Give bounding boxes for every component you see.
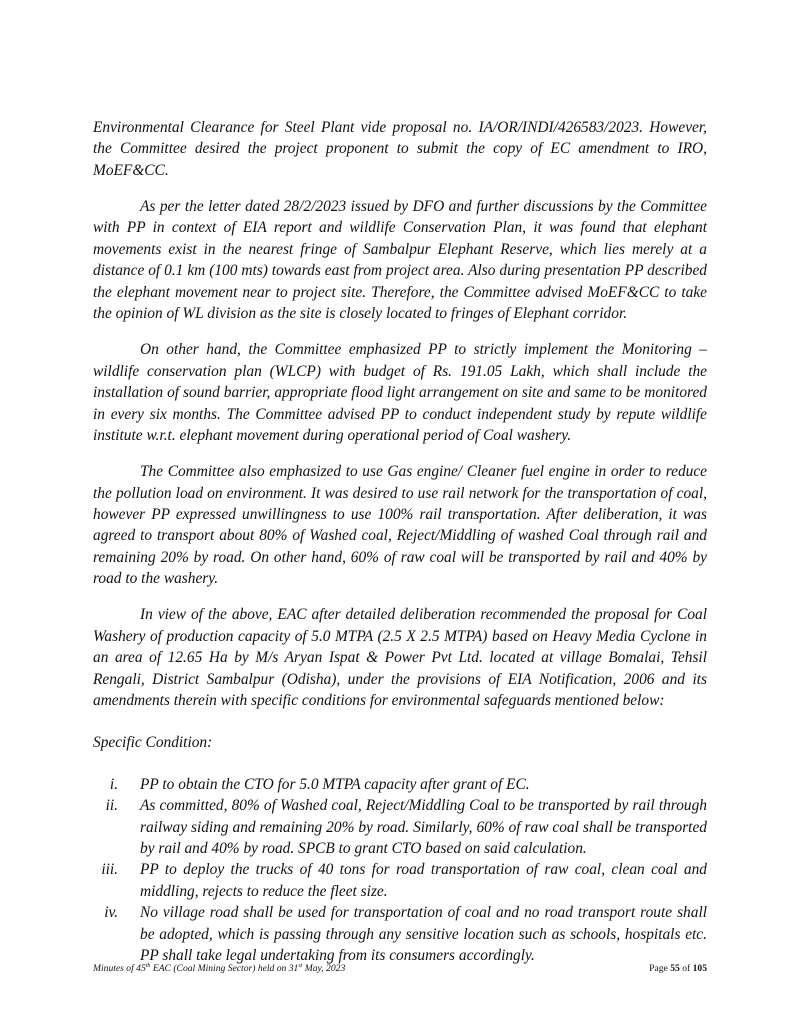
- page-total: 105: [692, 963, 707, 974]
- paragraph-transportation: The Committee also emphasized to use Gas engine/ Cleaner fuel engine in order to reduce the pollution load on environment. It was desired to use rail network for the transportation of coal, however PP expressed unwillingness to use 100% rail transportation. After deliberation, it was agreed to transport about 80% of Washed coal, Reject/Middling of washed Coal through rail and remaining 20% by road. On other hand, 60% of raw coal will be transported by rail and 40% by road to the washery.: [93, 463, 707, 588]
- footer-sup: st: [298, 963, 303, 969]
- condition-text: PP to deploy the trucks of 40 tons for road transportation of raw coal, clean coal and middling, rejects to reduce the fleet size.: [140, 861, 707, 900]
- conditions-list: [93, 774, 707, 967]
- condition-number: i.: [109, 775, 118, 793]
- specific-condition-heading: Specific Condition:: [93, 733, 213, 751]
- document-body: [93, 117, 707, 967]
- paragraph-ec-amendment: Environmental Clearance for Steel Plant vide proposal no. IA/OR/INDI/426583/2023. However, the Committee desired the project proponent to submit the copy of EC amendment to IRO, MoEF&CC.: [93, 119, 707, 179]
- condition-number: iv.: [104, 904, 118, 922]
- footer-minutes-title: [93, 963, 345, 974]
- page-footer: [93, 963, 707, 974]
- condition-item: [93, 795, 707, 859]
- condition-number: ii.: [105, 797, 118, 815]
- condition-text: PP to obtain the CTO for 5.0 MTPA capacity after grant of EC.: [140, 775, 530, 793]
- page-current: 55: [670, 963, 680, 974]
- paragraph-wlcp: On other hand, the Committee emphasized PP to strictly implement the Monitoring – wildlife conservation plan (WLCP) with budget of Rs. 191.05 Lakh, which shall include the installation of sound barrier, appropriate flood light arrangement on site and same to be monitored in every six months. The Committee advised PP to conduct independent study by repute wildlife institute w.r.t. elephant movement during operational period of Coal washery.: [93, 341, 707, 445]
- footer-text: May, 2023: [302, 963, 346, 975]
- condition-item: [93, 859, 707, 902]
- condition-text: As committed, 80% of Washed coal, Reject/Middling Coal to be transported by rail through railway siding and remaining 20% by road. Similarly, 60% of raw coal shall be transported by rail and 40% by road. SPCB to grant CTO based on said calculation.: [140, 797, 707, 858]
- condition-text: No village road shall be used for transportation of coal and no road transport route shall be adopted, which is passing through any sensitive location such as schools, hospitals etc. PP shall take legal undertaking from its consumers accordingly.: [140, 904, 707, 965]
- footer-text: EAC (Coal Mining Sector) held on 31: [150, 963, 299, 975]
- paragraph-elephant-movement: As per the letter dated 28/2/2023 issued by DFO and further discussions by the Committee with PP in context of EIA report and wildlife Conservation Plan, it was found that elephant movements exist in the nearest fringe of Sambalpur Elephant Reserve, which lies merely at a distance of 0.1 km (100 mts) towards east from project area. Also during presentation PP described the elephant movement near to project site. Therefore, the Committee advised MoEF&CC to take the opinion of WL division as the site is closely located to fringes of Elephant corridor.: [93, 197, 707, 323]
- condition-item: [93, 902, 707, 966]
- page-of: of: [679, 963, 693, 974]
- condition-number: iii.: [101, 861, 118, 879]
- page-number: [649, 963, 707, 974]
- footer-text: Minutes of 45: [93, 963, 146, 975]
- page-label: Page: [649, 963, 671, 974]
- condition-item: [93, 774, 707, 795]
- paragraph-recommendation: In view of the above, EAC after detailed deliberation recommended the proposal for Coal Washery of production capacity of 5.0 MTPA (2.5 X 2.5 MTPA) based on Heavy Media Cyclone in an area of 12.65 Ha by M/s Aryan Ispat & Power Pvt Ltd. located at village Bomalai, Tehsil Rengali, District Sambalpur (Odisha), under the provisions of EIA Notification, 2006 and its amendments therein with specific conditions for environmental safeguards mentioned below:: [93, 606, 707, 710]
- footer-sup: th: [145, 963, 151, 969]
